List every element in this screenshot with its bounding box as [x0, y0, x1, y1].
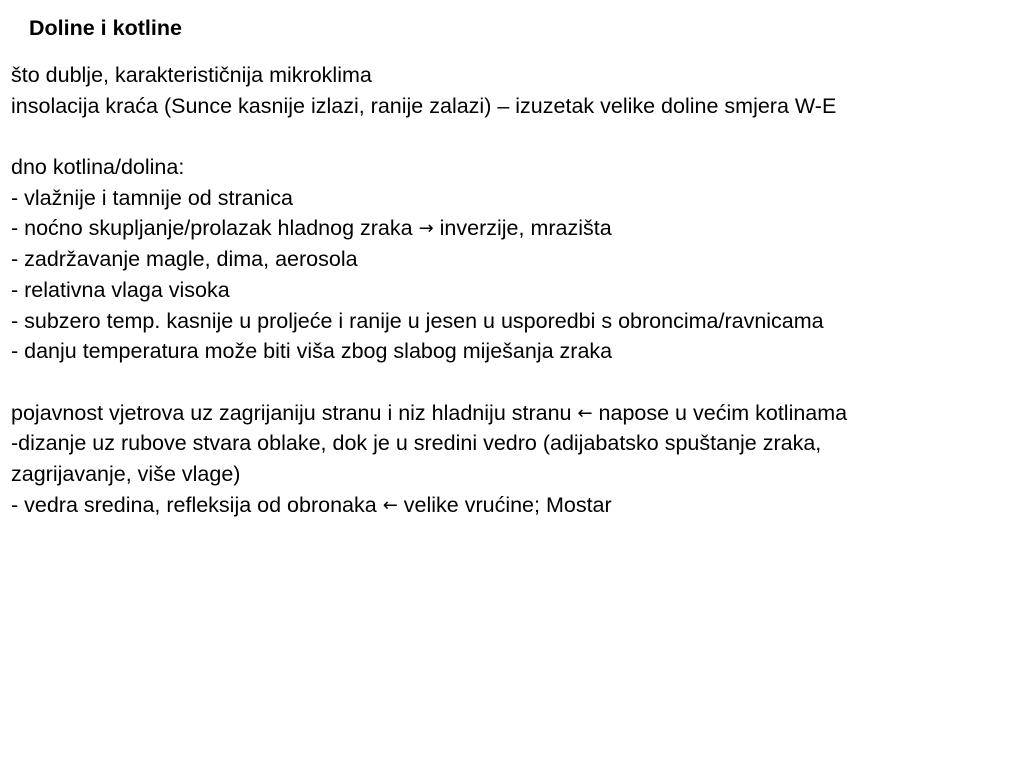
line-text: - relativna vlaga visoka: [11, 277, 230, 302]
slide-title: Doline i kotline: [29, 16, 182, 40]
line-text: napose u većim kotlinama: [592, 400, 848, 425]
line-text: - zadržavanje magle, dima, aerosola: [11, 247, 358, 272]
blank-line: [11, 121, 1021, 152]
text-line: [11, 428, 1021, 459]
text-line: [11, 398, 1021, 429]
line-text: -dizanje uz rubove stvara oblake, dok je u sredini vedro (adijabatsko spuštanje zraka,: [11, 431, 822, 456]
text-line: [11, 275, 1021, 306]
line-text: što dublje, karakterističnija mikroklima: [11, 63, 372, 87]
arrow-left-icon: ←: [577, 402, 593, 424]
text-line: [11, 152, 1021, 183]
line-text: - noćno skupljanje/prolazak hladnog zraka: [11, 216, 419, 241]
text-line: [11, 91, 1021, 122]
line-text: pojavnost vjetrova uz zagrijaniju stranu i niz hladniju stranu: [11, 400, 578, 425]
text-line: [11, 336, 1021, 367]
line-text: velike vrućine; Mostar: [397, 492, 612, 517]
line-text: - vedra sredina, refleksija od obronaka: [11, 492, 383, 517]
text-line: [11, 183, 1021, 214]
line-text: zagrijavanje, više vlage): [11, 461, 241, 486]
slide-body: [11, 60, 1021, 520]
line-text: insolacija kraća (Sunce kasnije izlazi, ranije zalazi) – izuzetak velike doline smjera W-E: [11, 93, 837, 118]
text-line: [11, 459, 1021, 490]
text-line: [11, 244, 1021, 275]
text-line: [11, 60, 1021, 91]
arrow-left-icon: ←: [382, 494, 398, 516]
line-text: dno kotlina/dolina:: [11, 155, 185, 180]
line-text: - subzero temp. kasnije u proljeće i ranije u jesen u usporedbi s obroncima/ravnicama: [11, 308, 824, 333]
text-line: [11, 490, 1021, 521]
text-line: [11, 306, 1021, 337]
arrow-right-icon: →: [418, 218, 434, 240]
line-text: - vlažnije i tamnije od stranica: [11, 185, 294, 210]
text-line: [11, 213, 1021, 244]
line-text: inverzije, mrazišta: [433, 216, 612, 241]
line-text: - danju temperatura može biti viša zbog slabog miješanja zraka: [11, 339, 613, 364]
blank-line: [11, 367, 1021, 398]
